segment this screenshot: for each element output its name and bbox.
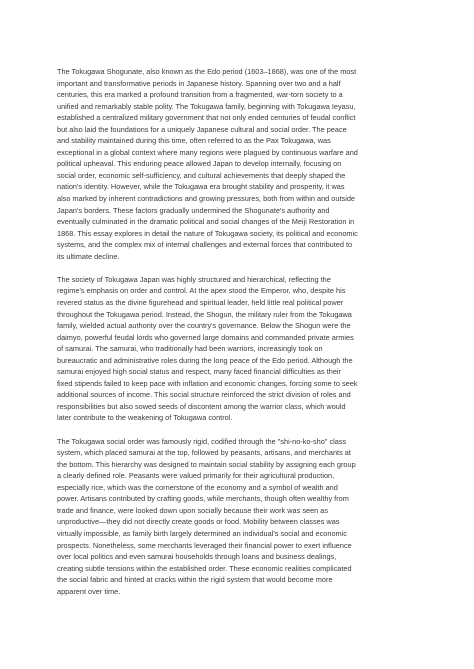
text-line: also marked by inherent contradictions and growing pressures, both from within and outside: [57, 194, 355, 204]
text-line: later contribute to the weakening of Tokugawa control.: [57, 413, 233, 423]
text-line: eventually culminated in the dramatic political and social changes of the Meiji Restoration in: [57, 217, 355, 227]
text-line: throughout the Tokugawa period. Instead, the Shogun, the military ruler from the Tokugawa: [57, 309, 352, 319]
text-line: creating subtle tensions within the established order. These economic realities complicated: [57, 563, 352, 573]
text-line: prospects. Nonetheless, some merchants leveraged their financial power to exert influence: [57, 540, 352, 550]
text-line: The society of Tokugawa Japan was highly structured and hierarchical, reflecting the: [57, 274, 331, 284]
text-line: additional sources of income. This social structure reinforced the strict division of roles and: [57, 390, 351, 400]
paragraph-introduction: [57, 66, 419, 262]
paragraph-social-hierarchy: [57, 274, 419, 424]
text-line: established a centralized military government that not only ended centuries of feudal conflict: [57, 113, 356, 123]
text-line: and stability maintained during this time, often referred to as the Pax Tokugawa, was: [57, 136, 331, 146]
text-line: systems, and the complex mix of internal challenges and external forces that contributed to: [57, 240, 353, 250]
text-line: fixed stipends failed to keep pace with inflation and economic changes, forcing some to seek: [57, 378, 358, 388]
text-line: power. Artisans contributed by crafting goods, while merchants, though often wealthy from: [57, 494, 349, 504]
text-line: the bottom. This hierarchy was designed to maintain social stability by assigning each group: [57, 459, 356, 469]
text-line: revered status as the divine figurehead and spiritual leader, held little real political power: [57, 297, 344, 307]
text-line: exceptional in a global context where many regions were plagued by continuous warfare and: [57, 147, 358, 157]
text-line: bureaucratic and administrative roles during the long peace of the Edo period. Although the: [57, 355, 353, 365]
text-line: political upheaval. This enduring peace allowed Japan to develop internally, focusing on: [57, 159, 342, 169]
text-line: the social fabric and hinted at cracks within the rigid system that would become more: [57, 575, 333, 585]
text-line: of samurai. The samurai, who traditionally had been warriors, increasingly took on: [57, 344, 323, 354]
text-line: The Tokugawa Shogunate, also known as the Edo period (1603–1868), was one of the most: [57, 67, 357, 76]
text-line: Japan's borders. These factors gradually undermined the Shogunate's authority and: [57, 205, 330, 215]
essay-body: [57, 66, 419, 609]
text-line: centuries, this era marked a profound transition from a fragmented, war-torn society to a: [57, 90, 343, 100]
text-line: responsibilities but also sowed seeds of discontent among the warrior class, which would: [57, 401, 346, 411]
text-line: nation's identity. However, while the Tokugawa era brought stability and prosperity, it was: [57, 182, 345, 192]
text-line: over local politics and even samurai households through loans and business dealings,: [57, 552, 337, 562]
text-line: trade and finance, were looked down upon socially because their work was seen as: [57, 505, 329, 515]
text-line: unproductive—they did not directly create goods or food. Mobility between classes was: [57, 517, 340, 527]
text-line: system, which placed samurai at the top, followed by peasants, artisans, and merchants at: [57, 448, 351, 458]
paragraph-class-system: [57, 436, 419, 598]
text-line: but also laid the foundations for a uniquely Japanese cultural and social order. The peace: [57, 124, 347, 134]
text-line: daimyo, powerful feudal lords who governed large domains and commanded private armies: [57, 332, 354, 342]
text-line: social order, economic self-sufficiency, and cultural achievements that deeply shaped the: [57, 170, 346, 180]
text-line: family, wielded actual authority over the country's governance. Below the Shogun were the: [57, 321, 351, 331]
text-line: 1868. This essay explores in detail the nature of Tokugawa society, its political and economic: [57, 228, 358, 238]
text-line: a clearly defined role. Peasants were valued primarily for their agricultural production,: [57, 471, 335, 481]
text-line: its ultimate decline.: [57, 251, 120, 261]
text-line: samurai enjoyed high social status and respect, many faced financial difficulties as their: [57, 367, 341, 377]
text-line: especially rice, which was the cornerstone of the economy and a symbol of wealth and: [57, 482, 338, 492]
text-line: apparent over time.: [57, 586, 121, 596]
text-line: regime's emphasis on order and control. At the apex stood the Emperor, who, despite his: [57, 286, 346, 296]
text-line: unified and remarkably stable polity. The Tokugawa family, beginning with Tokugawa Ieyasu,: [57, 101, 356, 111]
text-line: The Tokugawa social order was famously rigid, codified through the "shi-no-ko-sho" class: [57, 436, 347, 446]
text-line: important and transformative periods in Japanese history. Spanning over two and a half: [57, 78, 341, 88]
text-line: virtually impossible, as family birth largely determined an individual's social and economic: [57, 528, 347, 538]
